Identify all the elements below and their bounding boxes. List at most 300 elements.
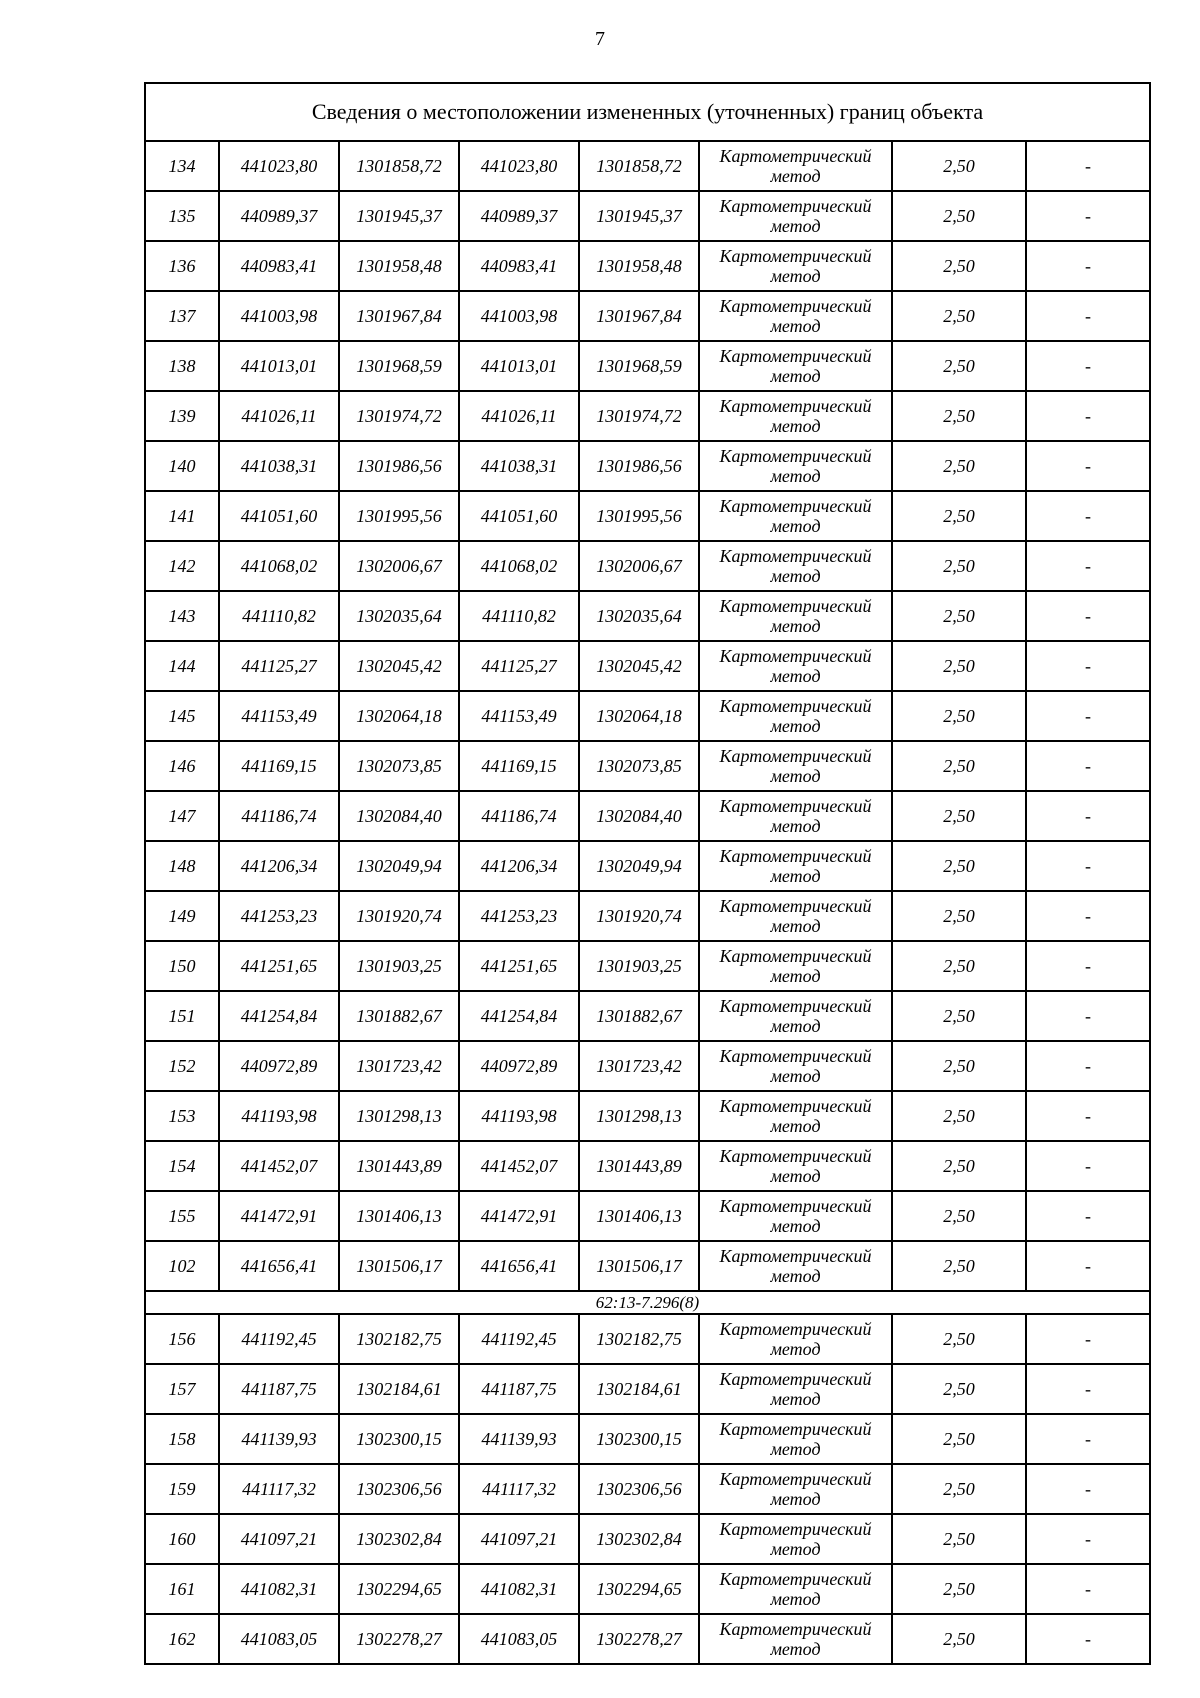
method-line-1: Картометрический	[719, 896, 872, 916]
method-cell	[699, 1564, 892, 1614]
accuracy-cell: 2,50	[892, 1414, 1026, 1464]
refined-x-cell: 441193,98	[459, 1091, 579, 1141]
refined-x-cell: 441187,75	[459, 1364, 579, 1414]
point-number-cell: 159	[145, 1464, 219, 1514]
method-line-1: Картометрический	[719, 1519, 872, 1539]
refined-y-cell: 1302306,56	[579, 1464, 699, 1514]
refined-y-cell: 1301903,25	[579, 941, 699, 991]
method-line-2: метод	[770, 1339, 821, 1359]
page-number: 7	[595, 28, 605, 50]
method-line-1: Картометрический	[719, 1319, 872, 1339]
accuracy-cell: 2,50	[892, 1464, 1026, 1514]
accuracy-cell: 2,50	[892, 341, 1026, 391]
method-line-1: Картометрический	[719, 546, 872, 566]
point-number-cell: 143	[145, 591, 219, 641]
refined-x-cell: 441125,27	[459, 641, 579, 691]
accuracy-cell: 2,50	[892, 941, 1026, 991]
method-line-2: метод	[770, 1439, 821, 1459]
existing-x-cell: 441038,31	[219, 441, 339, 491]
existing-y-cell: 1302064,18	[339, 691, 459, 741]
method-cell	[699, 1364, 892, 1414]
description-cell: -	[1026, 891, 1150, 941]
description-cell: -	[1026, 1364, 1150, 1414]
refined-y-cell: 1302184,61	[579, 1364, 699, 1414]
method-line-1: Картометрический	[719, 946, 872, 966]
existing-x-cell: 441068,02	[219, 541, 339, 591]
method-line-1: Картометрический	[719, 496, 872, 516]
refined-y-cell: 1301974,72	[579, 391, 699, 441]
method-line-1: Картометрический	[719, 1096, 872, 1116]
method-line-2: метод	[770, 416, 821, 436]
table-row	[145, 1364, 1150, 1414]
table-row	[145, 641, 1150, 691]
refined-y-cell: 1302064,18	[579, 691, 699, 741]
refined-x-cell: 441139,93	[459, 1414, 579, 1464]
table-row	[145, 1514, 1150, 1564]
table-row	[145, 441, 1150, 491]
refined-y-cell: 1302182,75	[579, 1314, 699, 1364]
method-line-2: метод	[770, 1389, 821, 1409]
point-number-cell: 161	[145, 1564, 219, 1614]
accuracy-cell: 2,50	[892, 891, 1026, 941]
accuracy-cell: 2,50	[892, 1241, 1026, 1291]
existing-y-cell: 1301967,84	[339, 291, 459, 341]
method-line-2: метод	[770, 916, 821, 936]
refined-x-cell: 441068,02	[459, 541, 579, 591]
description-cell: -	[1026, 341, 1150, 391]
existing-x-cell: 441206,34	[219, 841, 339, 891]
method-cell	[699, 741, 892, 791]
accuracy-cell: 2,50	[892, 541, 1026, 591]
method-line-1: Картометрический	[719, 246, 872, 266]
method-cell	[699, 291, 892, 341]
refined-y-cell: 1301920,74	[579, 891, 699, 941]
existing-x-cell: 441117,32	[219, 1464, 339, 1514]
method-line-2: метод	[770, 716, 821, 736]
description-cell: -	[1026, 841, 1150, 891]
existing-x-cell: 441452,07	[219, 1141, 339, 1191]
description-cell: -	[1026, 1091, 1150, 1141]
method-cell	[699, 441, 892, 491]
accuracy-cell: 2,50	[892, 1141, 1026, 1191]
method-line-2: метод	[770, 1539, 821, 1559]
existing-x-cell: 440989,37	[219, 191, 339, 241]
existing-y-cell: 1301995,56	[339, 491, 459, 541]
method-line-1: Картометрический	[719, 446, 872, 466]
description-cell: -	[1026, 141, 1150, 191]
accuracy-cell: 2,50	[892, 741, 1026, 791]
existing-y-cell: 1301406,13	[339, 1191, 459, 1241]
description-cell: -	[1026, 1191, 1150, 1241]
existing-x-cell: 440972,89	[219, 1041, 339, 1091]
accuracy-cell: 2,50	[892, 591, 1026, 641]
description-cell: -	[1026, 791, 1150, 841]
table-row	[145, 291, 1150, 341]
refined-x-cell: 441117,32	[459, 1464, 579, 1514]
refined-x-cell: 441254,84	[459, 991, 579, 1041]
point-number-cell: 154	[145, 1141, 219, 1191]
accuracy-cell: 2,50	[892, 791, 1026, 841]
existing-y-cell: 1302049,94	[339, 841, 459, 891]
refined-x-cell: 441026,11	[459, 391, 579, 441]
description-cell: -	[1026, 1514, 1150, 1564]
refined-x-cell: 440972,89	[459, 1041, 579, 1091]
refined-x-cell: 441153,49	[459, 691, 579, 741]
description-cell: -	[1026, 591, 1150, 641]
description-cell: -	[1026, 541, 1150, 591]
method-line-2: метод	[770, 816, 821, 836]
description-cell: -	[1026, 1564, 1150, 1614]
existing-y-cell: 1301723,42	[339, 1041, 459, 1091]
existing-y-cell: 1302045,42	[339, 641, 459, 691]
refined-y-cell: 1301968,59	[579, 341, 699, 391]
point-number-cell: 150	[145, 941, 219, 991]
point-number-cell: 146	[145, 741, 219, 791]
accuracy-cell: 2,50	[892, 391, 1026, 441]
point-number-cell: 139	[145, 391, 219, 441]
table-row	[145, 1091, 1150, 1141]
point-number-cell: 145	[145, 691, 219, 741]
method-cell	[699, 1091, 892, 1141]
point-number-cell: 147	[145, 791, 219, 841]
description-cell: -	[1026, 941, 1150, 991]
accuracy-cell: 2,50	[892, 291, 1026, 341]
refined-x-cell: 441206,34	[459, 841, 579, 891]
method-line-2: метод	[770, 1216, 821, 1236]
description-cell: -	[1026, 1141, 1150, 1191]
existing-x-cell: 441026,11	[219, 391, 339, 441]
description-cell: -	[1026, 741, 1150, 791]
method-line-1: Картометрический	[719, 746, 872, 766]
method-line-1: Картометрический	[719, 596, 872, 616]
method-line-1: Картометрический	[719, 696, 872, 716]
refined-x-cell: 441186,74	[459, 791, 579, 841]
accuracy-cell: 2,50	[892, 691, 1026, 741]
existing-y-cell: 1302184,61	[339, 1364, 459, 1414]
existing-y-cell: 1301958,48	[339, 241, 459, 291]
refined-x-cell: 441003,98	[459, 291, 579, 341]
method-cell	[699, 991, 892, 1041]
table-row	[145, 1241, 1150, 1291]
method-line-1: Картометрический	[719, 1196, 872, 1216]
method-line-1: Картометрический	[719, 1046, 872, 1066]
method-line-2: метод	[770, 516, 821, 536]
existing-y-cell: 1302035,64	[339, 591, 459, 641]
existing-y-cell: 1301506,17	[339, 1241, 459, 1291]
description-cell: -	[1026, 1314, 1150, 1364]
method-line-1: Картометрический	[719, 296, 872, 316]
method-line-2: метод	[770, 1016, 821, 1036]
point-number-cell: 156	[145, 1314, 219, 1364]
point-number-cell: 134	[145, 141, 219, 191]
method-cell	[699, 1464, 892, 1514]
existing-x-cell: 441153,49	[219, 691, 339, 741]
existing-x-cell: 441472,91	[219, 1191, 339, 1241]
refined-y-cell: 1301945,37	[579, 191, 699, 241]
accuracy-cell: 2,50	[892, 841, 1026, 891]
existing-y-cell: 1301968,59	[339, 341, 459, 391]
method-line-1: Картометрический	[719, 1469, 872, 1489]
description-cell: -	[1026, 1464, 1150, 1514]
description-cell: -	[1026, 391, 1150, 441]
existing-x-cell: 441254,84	[219, 991, 339, 1041]
method-line-2: метод	[770, 166, 821, 186]
table-row	[145, 191, 1150, 241]
method-cell	[699, 941, 892, 991]
description-cell: -	[1026, 1041, 1150, 1091]
table-row	[145, 841, 1150, 891]
refined-y-cell: 1301882,67	[579, 991, 699, 1041]
table-row	[145, 791, 1150, 841]
point-number-cell: 157	[145, 1364, 219, 1414]
existing-x-cell: 441125,27	[219, 641, 339, 691]
refined-y-cell: 1302300,15	[579, 1414, 699, 1464]
refined-x-cell: 441083,05	[459, 1614, 579, 1664]
existing-y-cell: 1301986,56	[339, 441, 459, 491]
description-cell: -	[1026, 991, 1150, 1041]
point-number-cell: 135	[145, 191, 219, 241]
refined-x-cell: 441023,80	[459, 141, 579, 191]
description-cell: -	[1026, 691, 1150, 741]
table-row	[145, 991, 1150, 1041]
method-line-1: Картометрический	[719, 196, 872, 216]
refined-x-cell: 440989,37	[459, 191, 579, 241]
existing-y-cell: 1301903,25	[339, 941, 459, 991]
refined-x-cell: 441013,01	[459, 341, 579, 391]
existing-y-cell: 1301858,72	[339, 141, 459, 191]
table-row	[145, 1564, 1150, 1614]
description-cell: -	[1026, 1241, 1150, 1291]
method-cell	[699, 841, 892, 891]
table-row	[145, 1041, 1150, 1091]
existing-x-cell: 441139,93	[219, 1414, 339, 1464]
existing-x-cell: 441656,41	[219, 1241, 339, 1291]
method-cell	[699, 491, 892, 541]
point-number-cell: 158	[145, 1414, 219, 1464]
method-line-1: Картометрический	[719, 1419, 872, 1439]
refined-x-cell: 441110,82	[459, 591, 579, 641]
table-row	[145, 591, 1150, 641]
table-row	[145, 341, 1150, 391]
existing-x-cell: 441251,65	[219, 941, 339, 991]
refined-x-cell: 441192,45	[459, 1314, 579, 1364]
method-cell	[699, 791, 892, 841]
existing-y-cell: 1301974,72	[339, 391, 459, 441]
refined-x-cell: 441038,31	[459, 441, 579, 491]
method-cell	[699, 1314, 892, 1364]
method-cell	[699, 691, 892, 741]
method-line-2: метод	[770, 366, 821, 386]
method-line-1: Картометрический	[719, 146, 872, 166]
boundary-coordinates-table	[144, 82, 1151, 1665]
method-cell	[699, 341, 892, 391]
description-cell: -	[1026, 1614, 1150, 1664]
method-cell	[699, 141, 892, 191]
method-cell	[699, 891, 892, 941]
existing-x-cell: 441169,15	[219, 741, 339, 791]
accuracy-cell: 2,50	[892, 441, 1026, 491]
method-cell	[699, 1414, 892, 1464]
table-row	[145, 891, 1150, 941]
method-line-1: Картометрический	[719, 1369, 872, 1389]
table-row	[145, 241, 1150, 291]
description-cell: -	[1026, 191, 1150, 241]
existing-y-cell: 1302300,15	[339, 1414, 459, 1464]
accuracy-cell: 2,50	[892, 1514, 1026, 1564]
method-line-1: Картометрический	[719, 396, 872, 416]
existing-y-cell: 1301920,74	[339, 891, 459, 941]
description-cell: -	[1026, 641, 1150, 691]
refined-y-cell: 1301967,84	[579, 291, 699, 341]
refined-x-cell: 441097,21	[459, 1514, 579, 1564]
refined-y-cell: 1302049,94	[579, 841, 699, 891]
refined-y-cell: 1301443,89	[579, 1141, 699, 1191]
existing-x-cell: 441193,98	[219, 1091, 339, 1141]
accuracy-cell: 2,50	[892, 1364, 1026, 1414]
table-row	[145, 1614, 1150, 1664]
method-line-2: метод	[770, 616, 821, 636]
accuracy-cell: 2,50	[892, 241, 1026, 291]
method-line-2: метод	[770, 1589, 821, 1609]
existing-x-cell: 441003,98	[219, 291, 339, 341]
method-cell	[699, 191, 892, 241]
existing-x-cell: 441186,74	[219, 791, 339, 841]
method-cell	[699, 241, 892, 291]
table-row	[145, 1314, 1150, 1364]
description-cell: -	[1026, 441, 1150, 491]
existing-y-cell: 1302278,27	[339, 1614, 459, 1664]
method-cell	[699, 391, 892, 441]
refined-x-cell: 441656,41	[459, 1241, 579, 1291]
point-number-cell: 151	[145, 991, 219, 1041]
method-line-2: метод	[770, 1166, 821, 1186]
point-number-cell: 149	[145, 891, 219, 941]
refined-x-cell: 441452,07	[459, 1141, 579, 1191]
refined-y-cell: 1302006,67	[579, 541, 699, 591]
method-line-2: метод	[770, 466, 821, 486]
table-row	[145, 1191, 1150, 1241]
accuracy-cell: 2,50	[892, 641, 1026, 691]
method-line-2: метод	[770, 266, 821, 286]
table-row	[145, 541, 1150, 591]
point-number-cell: 144	[145, 641, 219, 691]
table-body	[145, 83, 1150, 1664]
method-line-1: Картометрический	[719, 1146, 872, 1166]
method-cell	[699, 1041, 892, 1091]
description-cell: -	[1026, 491, 1150, 541]
method-line-1: Картометрический	[719, 1569, 872, 1589]
table-row	[145, 141, 1150, 191]
existing-y-cell: 1301882,67	[339, 991, 459, 1041]
accuracy-cell: 2,50	[892, 991, 1026, 1041]
existing-x-cell: 441253,23	[219, 891, 339, 941]
accuracy-cell: 2,50	[892, 191, 1026, 241]
refined-x-cell: 441169,15	[459, 741, 579, 791]
table-row	[145, 941, 1150, 991]
existing-x-cell: 441192,45	[219, 1314, 339, 1364]
method-line-2: метод	[770, 1266, 821, 1286]
accuracy-cell: 2,50	[892, 491, 1026, 541]
table-row	[145, 491, 1150, 541]
refined-y-cell: 1301506,17	[579, 1241, 699, 1291]
point-number-cell: 137	[145, 291, 219, 341]
existing-y-cell: 1302006,67	[339, 541, 459, 591]
method-cell	[699, 591, 892, 641]
section-label: 62:13-7.296(8)	[145, 1291, 1150, 1314]
description-cell: -	[1026, 291, 1150, 341]
method-line-2: метод	[770, 866, 821, 886]
description-cell: -	[1026, 1414, 1150, 1464]
table-row	[145, 1141, 1150, 1191]
refined-y-cell: 1302073,85	[579, 741, 699, 791]
method-line-2: метод	[770, 966, 821, 986]
method-line-2: метод	[770, 666, 821, 686]
existing-x-cell: 441082,31	[219, 1564, 339, 1614]
point-number-cell: 140	[145, 441, 219, 491]
point-number-cell: 142	[145, 541, 219, 591]
existing-x-cell: 441013,01	[219, 341, 339, 391]
method-line-1: Картометрический	[719, 846, 872, 866]
refined-x-cell: 441472,91	[459, 1191, 579, 1241]
refined-y-cell: 1301406,13	[579, 1191, 699, 1241]
point-number-cell: 153	[145, 1091, 219, 1141]
description-cell: -	[1026, 241, 1150, 291]
method-line-2: метод	[770, 1066, 821, 1086]
accuracy-cell: 2,50	[892, 1614, 1026, 1664]
refined-y-cell: 1302084,40	[579, 791, 699, 841]
refined-y-cell: 1301986,56	[579, 441, 699, 491]
method-cell	[699, 1614, 892, 1664]
refined-y-cell: 1301858,72	[579, 141, 699, 191]
point-number-cell: 141	[145, 491, 219, 541]
existing-y-cell: 1302073,85	[339, 741, 459, 791]
method-cell	[699, 541, 892, 591]
point-number-cell: 102	[145, 1241, 219, 1291]
accuracy-cell: 2,50	[892, 1191, 1026, 1241]
table-row	[145, 391, 1150, 441]
existing-x-cell: 441023,80	[219, 141, 339, 191]
method-cell	[699, 1241, 892, 1291]
method-line-1: Картометрический	[719, 346, 872, 366]
method-line-1: Картометрический	[719, 1246, 872, 1266]
existing-y-cell: 1302084,40	[339, 791, 459, 841]
point-number-cell: 148	[145, 841, 219, 891]
table-row	[145, 1464, 1150, 1514]
method-cell	[699, 1514, 892, 1564]
table-header: Сведения о местоположении измененных (уточненных) границ объекта	[145, 83, 1150, 141]
method-line-1: Картометрический	[719, 996, 872, 1016]
existing-y-cell: 1301945,37	[339, 191, 459, 241]
accuracy-cell: 2,50	[892, 1091, 1026, 1141]
existing-x-cell: 441051,60	[219, 491, 339, 541]
existing-y-cell: 1302182,75	[339, 1314, 459, 1364]
point-number-cell: 152	[145, 1041, 219, 1091]
table-header-row	[145, 83, 1150, 141]
point-number-cell: 160	[145, 1514, 219, 1564]
method-line-1: Картометрический	[719, 1619, 872, 1639]
refined-x-cell: 441051,60	[459, 491, 579, 541]
existing-x-cell: 441097,21	[219, 1514, 339, 1564]
table-row	[145, 741, 1150, 791]
method-line-2: метод	[770, 766, 821, 786]
method-line-2: метод	[770, 1639, 821, 1659]
method-line-2: метод	[770, 1489, 821, 1509]
accuracy-cell: 2,50	[892, 1041, 1026, 1091]
refined-y-cell: 1301958,48	[579, 241, 699, 291]
existing-y-cell: 1301443,89	[339, 1141, 459, 1191]
existing-x-cell: 441083,05	[219, 1614, 339, 1664]
point-number-cell: 138	[145, 341, 219, 391]
